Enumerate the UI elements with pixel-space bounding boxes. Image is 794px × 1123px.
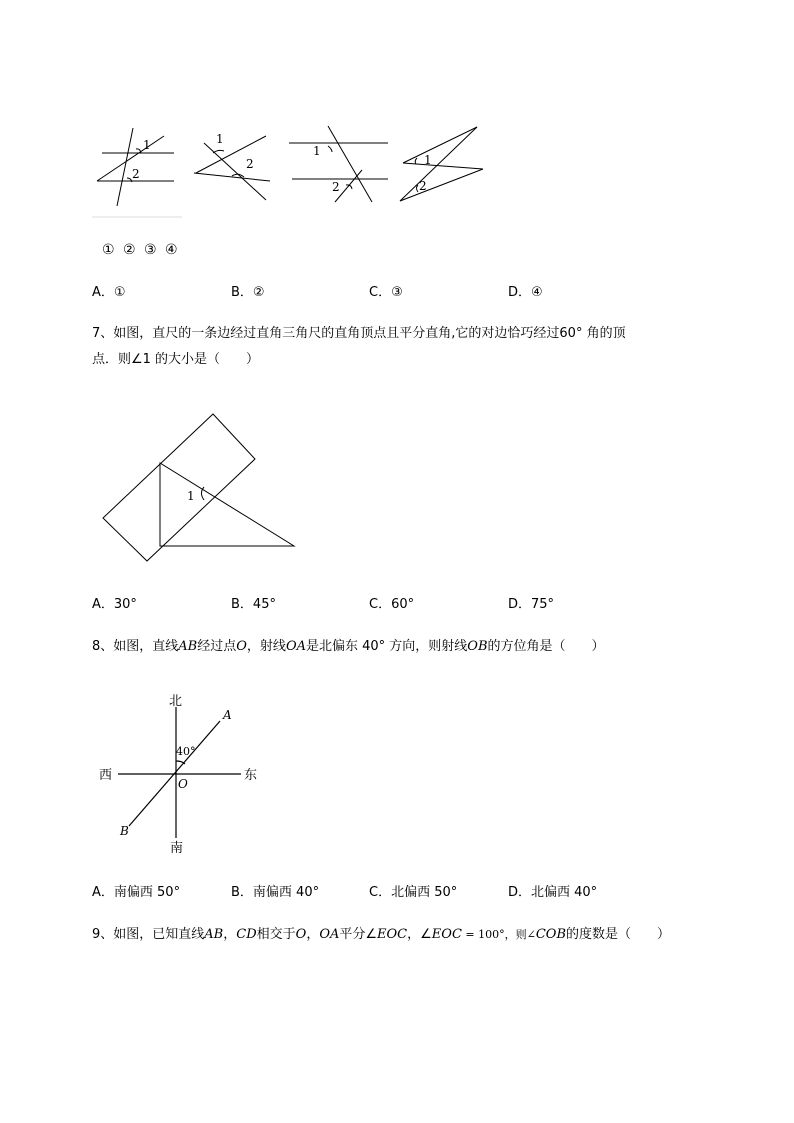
compass-angle-label: 40° <box>176 745 196 758</box>
point-b-label: B <box>120 824 129 838</box>
q6-figure-2 <box>194 136 270 200</box>
q8-text: 8、如图，直线AB经过点O，射线OA是北偏东 40° 方向，则射线OB的方位角是（ ） <box>92 639 605 654</box>
q6-option-d[interactable]: D．④ <box>508 285 543 300</box>
ruler <box>103 414 255 561</box>
q6-option-c[interactable]: C．③ <box>369 285 403 300</box>
compass-south: 南 <box>170 841 184 856</box>
q7-figure <box>98 410 302 566</box>
point-o-label: O <box>178 777 188 791</box>
q6-fig3-label-1: 1 <box>313 144 321 158</box>
q7-option-b[interactable]: B．45° <box>231 597 276 612</box>
q8-option-b[interactable]: B．南偏西 40° <box>231 885 320 900</box>
q7-option-d[interactable]: D．75° <box>508 597 555 612</box>
q9-text: 9、如图，已知直线AB，CD相交于O，OA平分∠EOC，∠EOC = 100°，则∠COB的度数是（ ） <box>92 927 671 942</box>
q7-option-a[interactable]: A．30° <box>92 597 137 612</box>
q6-fig1-label-1: 1 <box>143 138 151 152</box>
q8-compass-figure <box>96 688 266 858</box>
q6-figure-4 <box>400 127 483 201</box>
q6-fig4-label-1: 1 <box>424 153 432 167</box>
q6-fig3-label-2: 2 <box>332 180 340 194</box>
q7-text-line1: 7、如图，直尺的一条边经过直角三角尺的直角顶点且平分直角,它的对边恰巧经过60° 角的顶 <box>92 326 626 341</box>
compass-north: 北 <box>169 694 183 709</box>
q6-fig1-label-2: 2 <box>132 167 140 181</box>
q6-fig4-label-2: 2 <box>419 179 427 193</box>
q7-option-c[interactable]: C．60° <box>369 597 415 612</box>
q8-option-c[interactable]: C．北偏西 50° <box>369 885 458 900</box>
q6-fig2-label-2: 2 <box>246 157 254 171</box>
q6-figures <box>88 118 498 222</box>
q8-option-d[interactable]: D．北偏西 40° <box>508 885 598 900</box>
q6-option-b[interactable]: B．② <box>231 285 265 300</box>
q6-fig2-label-1: 1 <box>216 132 224 146</box>
point-a-label: A <box>223 708 232 722</box>
q8-option-a[interactable]: A．南偏西 50° <box>92 885 181 900</box>
set-square <box>160 463 294 546</box>
q7-angle-label: 1 <box>187 489 195 503</box>
q7-text-line2: 点．则∠1 的大小是（ ） <box>92 352 260 367</box>
q6-figure-list: ① ② ③ ④ <box>102 242 180 258</box>
compass-west: 西 <box>99 768 113 783</box>
q6-option-a[interactable]: A．① <box>92 285 126 300</box>
compass-east: 东 <box>244 768 258 783</box>
